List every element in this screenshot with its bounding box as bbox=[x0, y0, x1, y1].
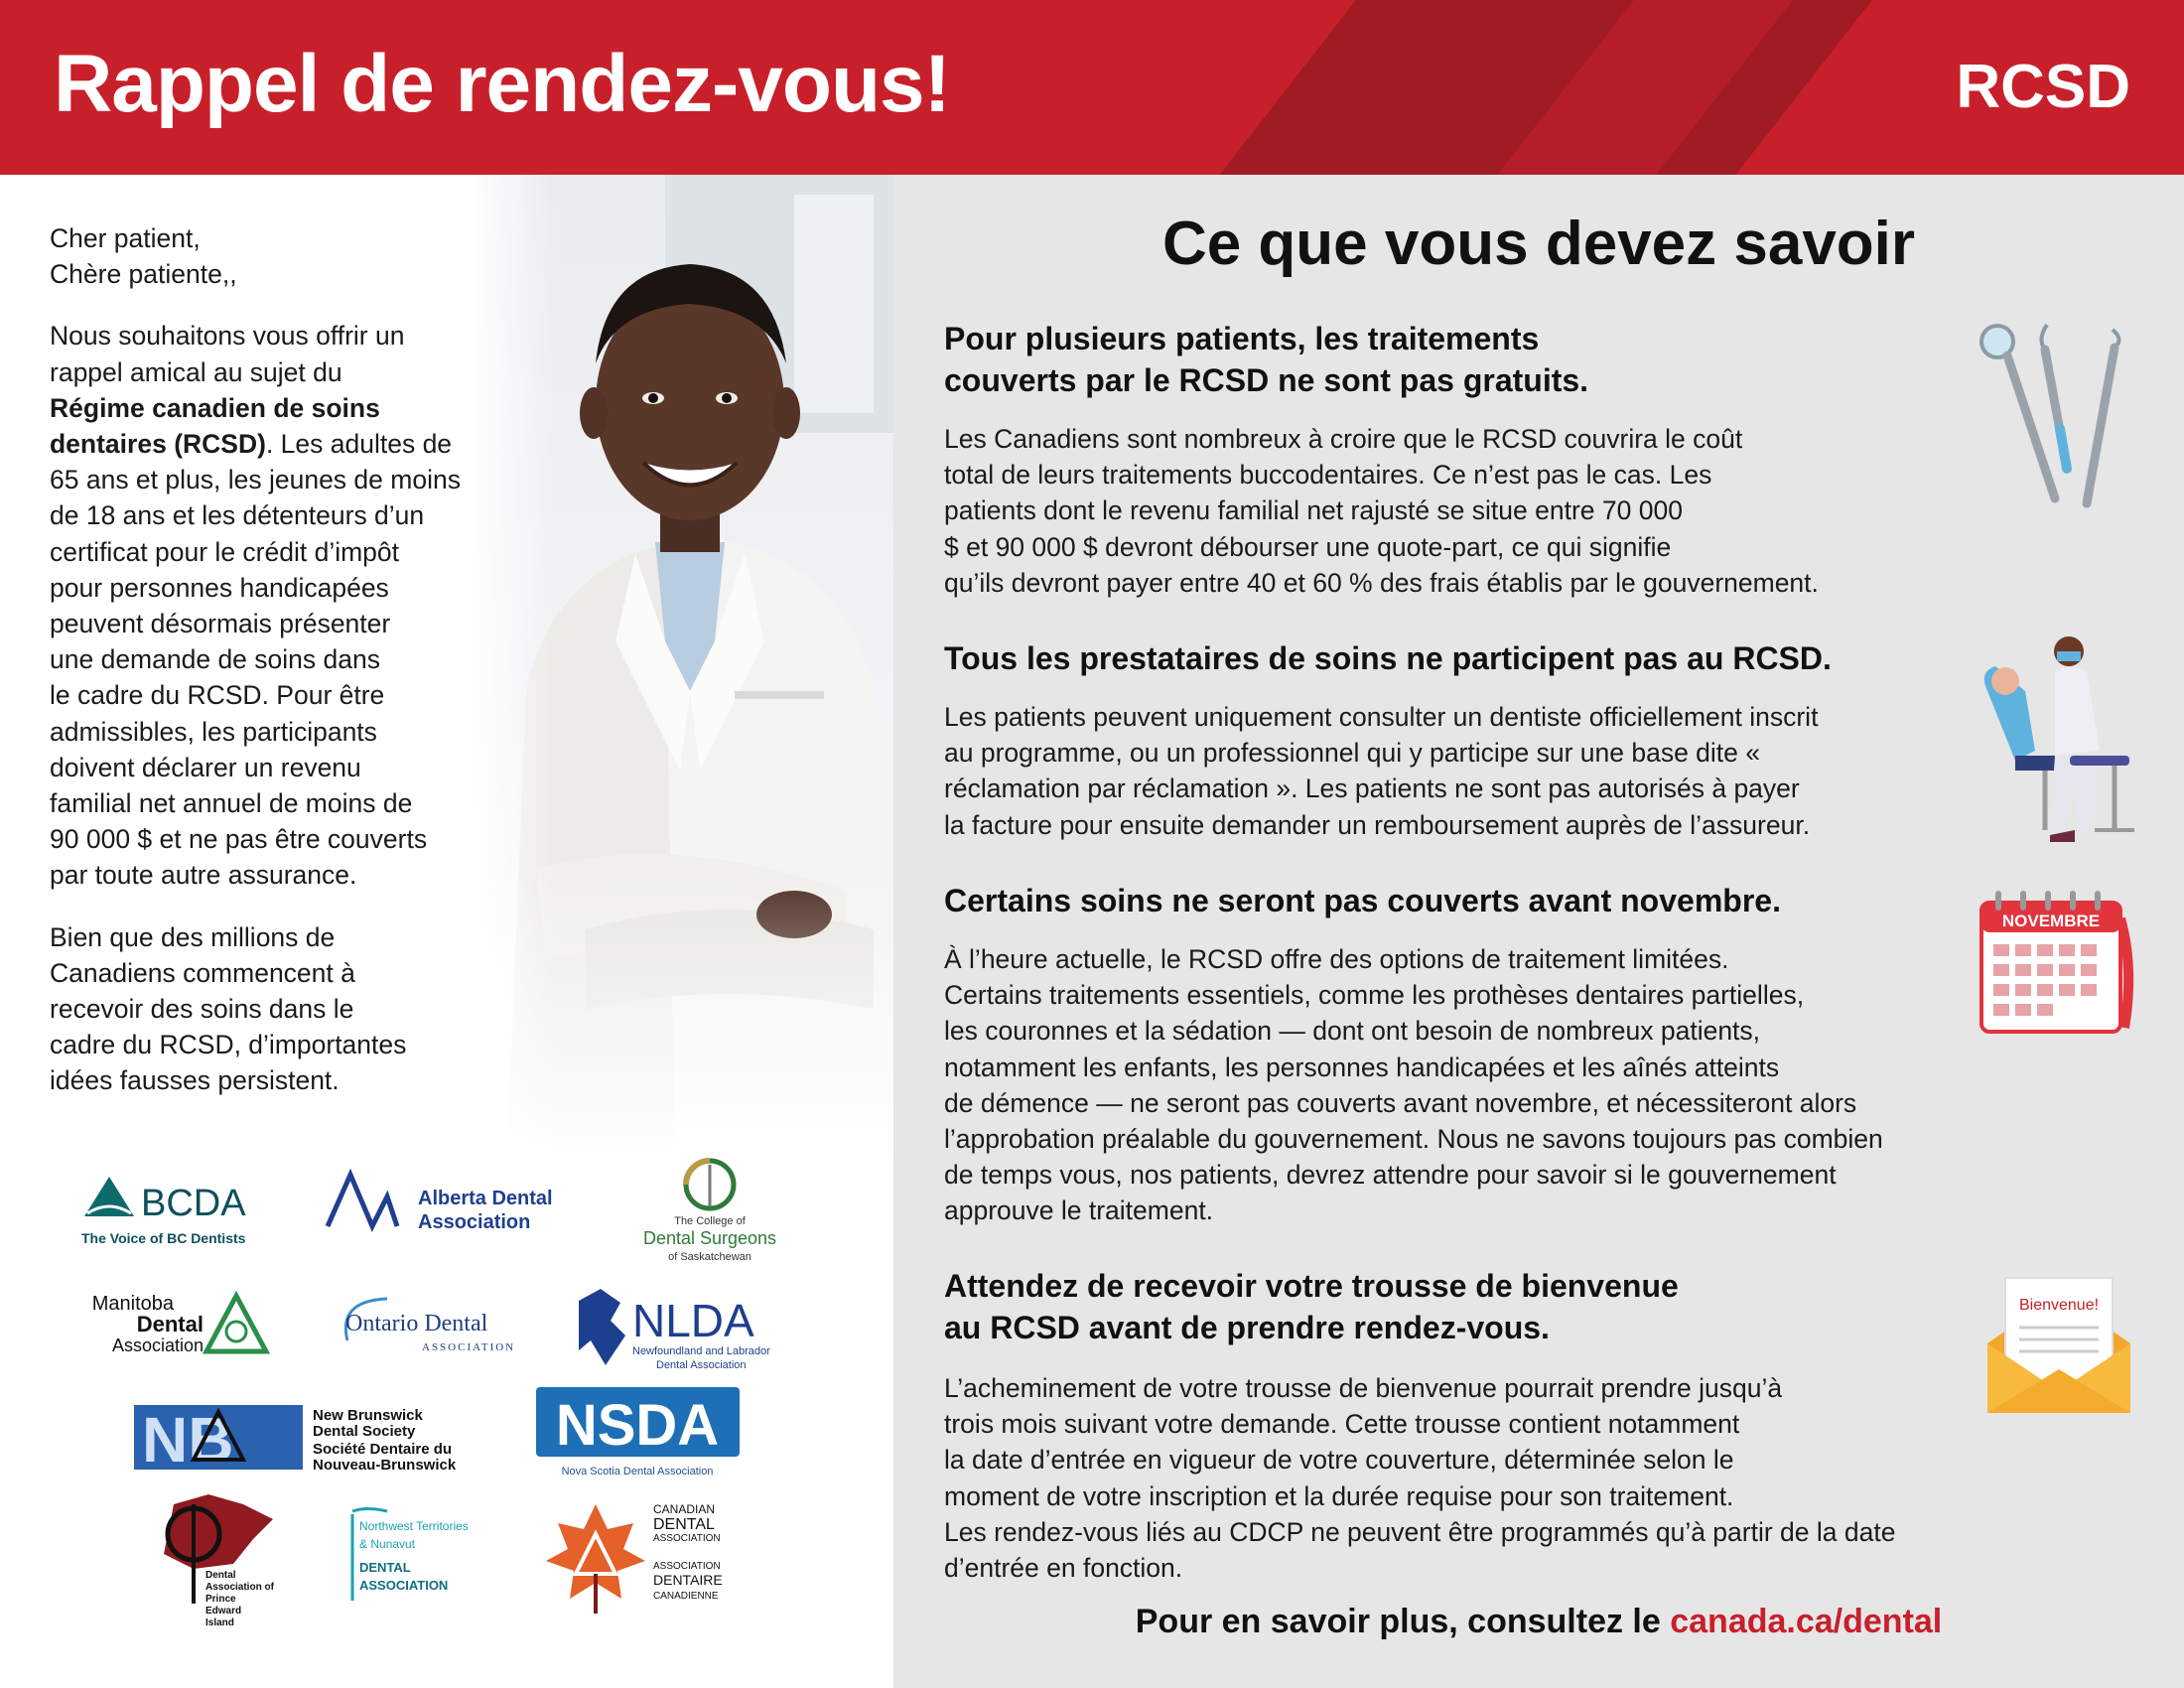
section-3-heading: Certains soins ne seront pas couverts avant novembre. bbox=[944, 883, 1781, 918]
section-3-body: À l’heure actuelle, le RCSD offre des options de traitement limitées. Certains traitements essentiels, comme les prothèses dentaires partielles, les couronnes et la sédation — dont ont besoin de nombreux patients, notamment les enfants, les personnes handicapées et les aînés atteints de démence — ne seront pas couverts avant novembre, et nécessiteront alors l’approbation préalable du gouvernement. Nous ne savons toujours pas combien de temps vous, nos patients, devrez attendre pour savoir si le gouvernement approuve le traitement. bbox=[944, 944, 1883, 1226]
pei-line5: Island bbox=[205, 1618, 234, 1628]
section-1-heading: Pour plusieurs patients, les traitements couverts par le RCSD ne sont pas gratuits. bbox=[944, 321, 1589, 398]
section-2-body: Les patients peuvent uniquement consulter un dentiste officiellement inscrit au programme, ou un professionnel qui y participe sur une base dite « réclamation par réclamation ». Les patients ne sont pas autorisés à payer la facture pour ensuite demander un remboursement auprès de l’assureur. bbox=[944, 702, 1819, 840]
footer-link[interactable]: canada.ca/dental bbox=[1670, 1603, 1943, 1640]
calendar-label: NOVEMBRE bbox=[2001, 912, 2101, 930]
nsda-logo bbox=[536, 1387, 745, 1481]
pei-line1: Dental bbox=[205, 1570, 236, 1581]
nwt-nunavut-logo bbox=[347, 1506, 486, 1611]
bcda-logo bbox=[79, 1172, 288, 1251]
section-2-heading: Tous les prestataires de soins ne participent pas au RCSD. bbox=[944, 640, 1832, 676]
envelope-label: Bienvenue! bbox=[2018, 1297, 2100, 1314]
saskatchewan-logo bbox=[615, 1157, 804, 1271]
cda-line6: CANADIENNE bbox=[653, 1591, 719, 1602]
bcda-tagline: The Voice of BC Dentists bbox=[81, 1230, 246, 1246]
pei-line2: Association of bbox=[205, 1582, 274, 1593]
nlda-line1: Newfoundland and Labrador bbox=[632, 1345, 770, 1357]
manitoba-logo bbox=[89, 1286, 298, 1365]
intro-paragraph-2: Bien que des millions de Canadiens commencent à recevoir des soins dans le cadre du RCSD, d’importantes idées fausses persistent. bbox=[50, 921, 407, 1096]
ontario-line1: Ontario Dental bbox=[345, 1311, 488, 1336]
bcda-name: BCDA bbox=[141, 1183, 246, 1224]
section-4-body: L’acheminement de votre trousse de bienvenue pourrait prendre jusqu’à trois mois suivant votre demande. Cette trousse contient notamment la date d’entrée en vigueur de votre couverture, déterminée selon le moment de votre inscription et la durée requise pour son traitement. Les rendez-vous liés au CDCP ne peuvent être programmés qu’à partir de la date d’entrée en fonction. bbox=[944, 1373, 1896, 1584]
page-title: Rappel de rendez-vous! bbox=[54, 39, 950, 129]
manitoba-line1: Manitoba bbox=[91, 1293, 174, 1315]
alberta-line2: Association bbox=[418, 1211, 531, 1233]
nb-line2: Dental Society bbox=[313, 1423, 416, 1440]
section-title: Ce que vous devez savoir bbox=[1161, 210, 1916, 278]
cda-line3: ASSOCIATION bbox=[653, 1533, 721, 1544]
program-name-2: dentaires (RCSD) bbox=[50, 429, 266, 460]
section-1-body: Les Canadiens sont nombreux à croire que le RCSD couvrira le coût total de leurs traitements buccodentaires. Ce n’est pas le cas. Les patients dont le revenu familial net rajusté se situe entre 70 000 $ et 90 000 $ devront débourser une quote-part, ce qui signifie qu’ils devront payer entre 40 et 60 % des frais établis par le gouvernement. bbox=[944, 424, 1819, 598]
nsda-tagline: Nova Scotia Dental Association bbox=[561, 1466, 714, 1477]
footer-cta bbox=[893, 1603, 2184, 1641]
nb-line3: Société Dentaire du bbox=[313, 1441, 453, 1458]
new-brunswick-logo bbox=[134, 1400, 462, 1479]
manitoba-line2: Dental bbox=[136, 1312, 204, 1336]
alberta-line1: Alberta Dental bbox=[418, 1188, 553, 1209]
nb-line1: New Brunswick bbox=[313, 1407, 423, 1424]
brand-label: RCSD bbox=[1956, 53, 2130, 121]
nsda-name: NSDA bbox=[555, 1393, 720, 1458]
section-4-heading: Attendez de recevoir votre trousse de bienvenue au RCSD avant de prendre rendez-vous. bbox=[944, 1268, 1679, 1345]
ontario-line2: ASSOCIATION bbox=[422, 1341, 516, 1353]
nlda-name: NLDA bbox=[632, 1295, 754, 1346]
header-banner bbox=[0, 0, 2184, 175]
sask-line2: Dental Surgeons bbox=[642, 1228, 777, 1248]
ontario-logo bbox=[338, 1291, 536, 1360]
nwt-line3: DENTAL bbox=[359, 1560, 411, 1575]
cda-line5: DENTAIRE bbox=[653, 1572, 723, 1588]
nwt-line4: ASSOCIATION bbox=[359, 1578, 449, 1593]
cda-logo bbox=[546, 1499, 745, 1623]
nb-line4: Nouveau-Brunswick bbox=[313, 1457, 457, 1474]
pei-line3: Prince bbox=[205, 1594, 236, 1605]
nwt-line2: & Nunavut bbox=[359, 1537, 416, 1551]
pei-line4: Edward bbox=[205, 1606, 242, 1617]
nwt-line1: Northwest Territories bbox=[359, 1519, 469, 1533]
greeting-line-1: Cher patient, bbox=[50, 223, 201, 253]
cda-line2: DENTAL bbox=[653, 1516, 715, 1533]
sask-line3: of Saskatchewan bbox=[668, 1251, 751, 1263]
pei-logo bbox=[134, 1494, 293, 1628]
intro-paragraph-1: Nous souhaitons vous offrir un rappel amical au sujet du Régime canadien de soins dentaires (RCSD). Les adultes de 65 ans et plus, les jeunes de moins de 18 ans et les détenteurs d’un certificat pour le crédit d’impôt pour personnes handicapées peuvent désormais présenter une demande de soins dans le cadre du RCSD. Pour être admissibles, les participants doivent déclarer un revenu familial net annuel de moins de 90 000 $ et ne pas être couverts par toute autre assurance. bbox=[50, 321, 461, 891]
sask-line1: The College of bbox=[674, 1215, 746, 1227]
program-name-1: Régime canadien de soins bbox=[50, 392, 380, 423]
intro-letter bbox=[50, 220, 516, 1125]
alberta-logo bbox=[323, 1167, 581, 1246]
greeting-line-2: Chère patiente,, bbox=[50, 259, 237, 290]
cda-line4: ASSOCIATION bbox=[653, 1561, 721, 1572]
svg-text:NB: NB bbox=[142, 1404, 234, 1476]
dentist-illustration bbox=[467, 175, 893, 1168]
footer-text: Pour en savoir plus, consultez le bbox=[1135, 1603, 1671, 1640]
manitoba-line3: Association bbox=[111, 1336, 204, 1355]
dentist-photo bbox=[467, 175, 893, 1168]
nlda-line2: Dental Association bbox=[656, 1359, 747, 1371]
cda-line1: CANADIAN bbox=[653, 1502, 716, 1516]
dentist-patient-icon bbox=[1976, 632, 2139, 845]
welcome-envelope-icon bbox=[1983, 1274, 2134, 1415]
nlda-logo bbox=[571, 1281, 794, 1375]
dental-tools-icon bbox=[1976, 320, 2124, 508]
calendar-icon bbox=[1976, 889, 2134, 1043]
association-logos bbox=[60, 1157, 854, 1633]
